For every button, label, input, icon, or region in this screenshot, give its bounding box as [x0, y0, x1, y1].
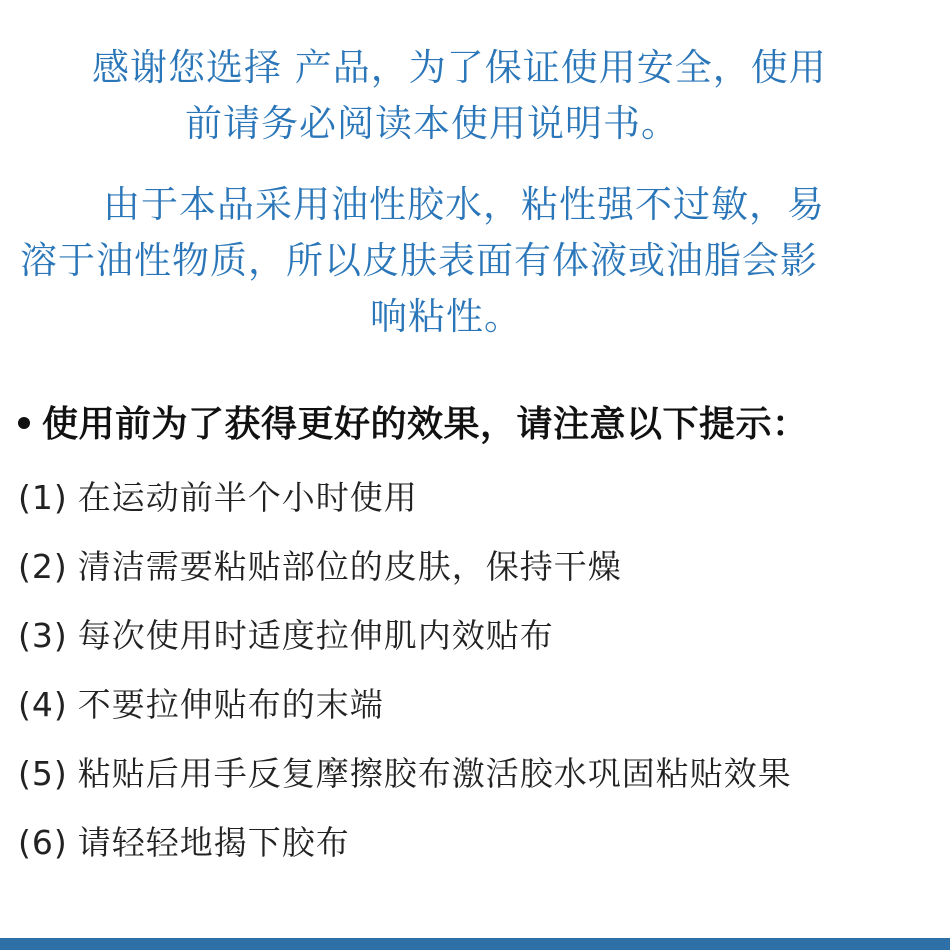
intro-line-5: 响粘性。	[370, 295, 522, 338]
tips-heading-text: 使用前为了获得更好的效果，请注意以下提示：	[42, 404, 809, 445]
tip-item-5	[18, 739, 938, 808]
tip-text: 每次使用时适度拉伸肌内效贴布	[77, 616, 554, 655]
tip-number: (6)	[18, 823, 68, 862]
tip-text: 清洁需要粘贴部位的皮肤，保持干燥	[77, 547, 622, 586]
intro-line-1: 感谢您选择 产品，为了保证使用安全，使用	[92, 46, 827, 89]
tip-number: (1)	[18, 478, 68, 517]
intro-line-4: 溶于油性物质，所以皮肤表面有体液或油脂会影	[20, 239, 818, 282]
tip-item-1	[18, 463, 938, 532]
tips-list	[18, 463, 938, 877]
tip-number: (4)	[18, 685, 68, 724]
tip-number: (2)	[18, 547, 68, 586]
footer-bar	[0, 938, 950, 950]
intro-line-2: 前请务必阅读本使用说明书。	[185, 102, 679, 145]
tips-heading	[18, 395, 809, 455]
tip-item-6	[18, 808, 938, 877]
tip-text: 在运动前半个小时使用	[77, 478, 418, 517]
tip-item-3	[18, 601, 938, 670]
tip-item-2	[18, 532, 938, 601]
tip-item-4	[18, 670, 938, 739]
tip-number: (3)	[18, 616, 68, 655]
tip-text: 请轻轻地揭下胶布	[77, 823, 350, 862]
tip-number: (5)	[18, 754, 68, 793]
tip-text: 不要拉伸贴布的末端	[77, 685, 384, 724]
intro-line-3: 由于本品采用油性胶水，粘性强不过敏，易	[103, 183, 825, 226]
bullet-icon	[18, 417, 30, 429]
tip-text: 粘贴后用手反复摩擦胶布激活胶水巩固粘贴效果	[77, 754, 792, 793]
